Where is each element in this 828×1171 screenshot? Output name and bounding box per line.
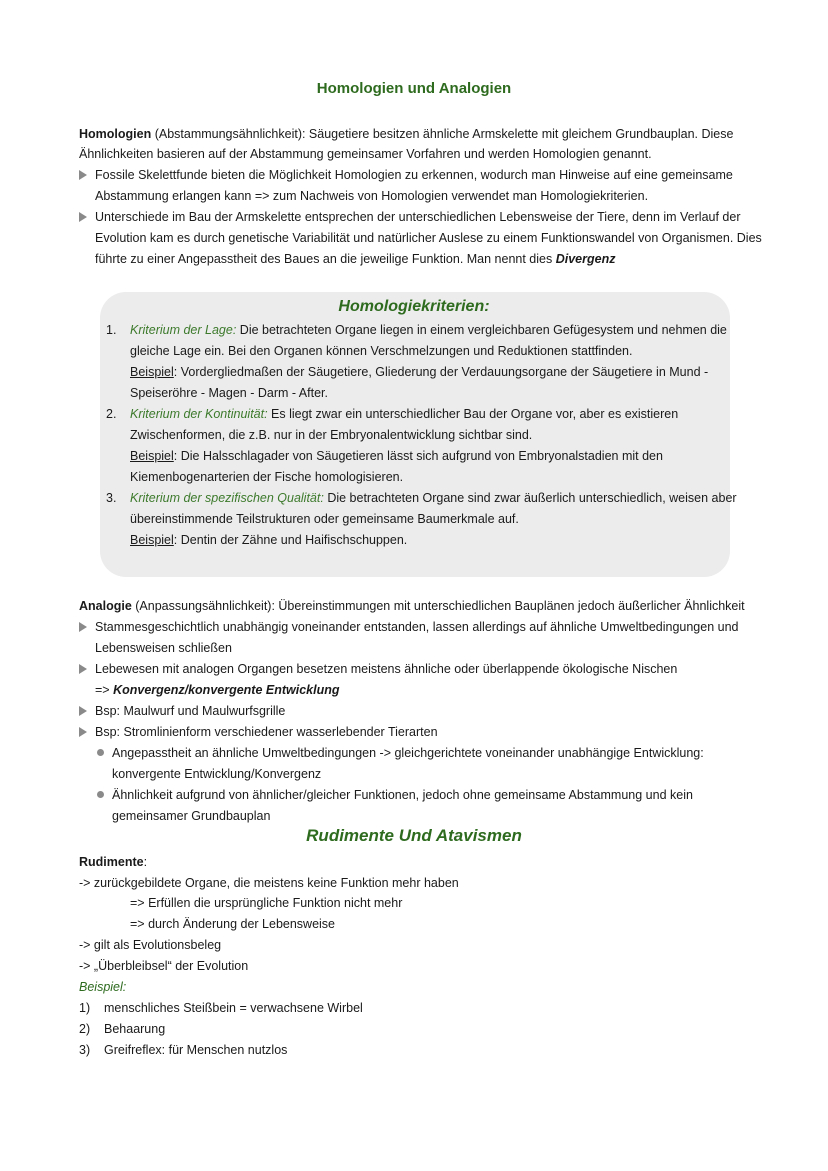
bullet-triangle-icon: [79, 212, 87, 222]
kriterium-2-example-label: Beispiel: [130, 449, 174, 463]
homologien-bullet-1-line-2: Abstammung erlangen kann => zum Nachweis von Homologien verwendet man Homologiekriterien.: [95, 189, 649, 203]
kriterium-2-text: Es liegt zwar ein unterschiedlicher Bau der Organe vor, aber es existieren: [267, 407, 679, 421]
kriterium-1-text: Die betrachteten Organe liegen in einem vergleichbaren Gefügesystem und nehmen die: [236, 323, 727, 337]
kriterium-1-example-text: : Vordergliedmaßen der Säugetiere, Gliederung der Verdauungsorgane der Säugetiere in Mund -: [173, 365, 709, 379]
kriterium-2-example-line-1: [130, 446, 663, 466]
homologiekriterien-title: Homologiekriterien:: [338, 298, 490, 315]
rudimente-line-5: -> „Überbleibsel“ der Evolution: [79, 959, 249, 973]
bullet-triangle-icon: [79, 664, 87, 674]
kriterium-3-line-1: [130, 488, 737, 508]
kriterium-3-example-text: : Dentin der Zähne und Haifischschuppen.: [173, 533, 408, 547]
analogie-term: Analogie: [79, 599, 132, 613]
homologien-bullet-2-line-2: Evolution kam es durch genetische Variabilität und natürlicher Auslese zu einem Funktionswandel von Organismen. Dies: [95, 231, 762, 245]
kriterium-3-number: 3.: [106, 491, 117, 505]
analogie-intro-line: [79, 596, 745, 616]
bullet-dot-icon: [97, 791, 104, 798]
kriterium-3-name: Kriterium der spezifischen Qualität:: [130, 491, 324, 505]
analogie-sub-1-line-2: konvergente Entwicklung/Konvergenz: [112, 767, 322, 781]
bullet-triangle-icon: [79, 727, 87, 737]
rudimente-example-2: Behaarung: [104, 1022, 166, 1036]
kriterium-2-number: 2.: [106, 407, 117, 421]
kriterium-1-number: 1.: [106, 323, 117, 337]
bullet-triangle-icon: [79, 706, 87, 716]
page-title: Homologien und Analogien: [316, 80, 512, 97]
rudimente-example-1-number: 1): [79, 1001, 91, 1015]
homologien-intro-line-1: [79, 124, 733, 144]
kriterium-3-example-line-1: [130, 530, 407, 550]
kriterium-2-name: Kriterium der Kontinuität:: [130, 407, 268, 421]
analogie-sub-1-line-1: Angepasstheit an ähnliche Umweltbedingungen -> gleichgerichtete voneinander unabhängige Entwicklung:: [112, 746, 704, 760]
rudimente-example-3: Greifreflex: für Menschen nutzlos: [104, 1043, 288, 1057]
rudimente-term: Rudimente: [79, 855, 144, 869]
kriterium-1-name: Kriterium der Lage:: [130, 323, 237, 337]
rudimente-line-3: => durch Änderung der Lebensweise: [130, 917, 336, 931]
analogie-bullet-1-line-1: Stammesgeschichtlich unabhängig voneinander entstanden, lassen allerdings auf ähnliche Umweltbedingungen und: [95, 620, 739, 634]
homologien-bullet-2-text: führte zu einer Angepasstheit des Baues an die jeweilige Funktion. Man nennt dies: [95, 252, 556, 266]
kriterium-3-example-label: Beispiel: [130, 533, 174, 547]
kriterium-1-example-line-2: Speiseröhre - Magen - Darm - After.: [130, 386, 328, 400]
kriterium-3-line-2: übereinstimmende Teilstrukturen oder gemeinsame Baumerkmale auf.: [130, 512, 519, 526]
rudimente-heading: Rudimente Und Atavismen: [306, 826, 522, 845]
homologien-intro-line-2: Ähnlichkeiten basieren auf der Abstammung gemeinsamer Vorfahren und werden Homologien genannt.: [79, 147, 652, 161]
rudimente-example-2-number: 2): [79, 1022, 91, 1036]
analogie-intro-text: (Anpassungsähnlichkeit): Übereinstimmungen mit unterschiedlichen Bauplänen jedoch äußerlicher Ähnlichkeit: [131, 599, 745, 613]
homologien-term: Homologien: [79, 127, 152, 141]
analogie-bullet-3: Bsp: Maulwurf und Maulwurfsgrille: [95, 704, 286, 718]
rudimente-term-line: [79, 852, 147, 872]
homologien-bullet-1-line-1: Fossile Skelettfunde bieten die Möglichkeit Homologien zu erkennen, wodurch man Hinweise auf eine gemeinsame: [95, 168, 733, 182]
homologien-bullet-2-line-1: Unterschiede im Bau der Armskelette entsprechen der unterschiedlichen Lebensweise der Tiere, denn im Verlauf der: [95, 210, 741, 224]
homologien-intro-text: (Abstammungsähnlichkeit): Säugetiere besitzen ähnliche Armskelette mit gleichem Grundbauplan. Diese: [151, 127, 734, 141]
kriterium-1-example-line-1: [130, 362, 708, 382]
homologien-bullet-2-line-3: [95, 249, 615, 269]
arrow-text: =>: [95, 683, 114, 697]
analogie-bullet-2-line-2: [95, 680, 340, 700]
rudimente-line-2: => Erfüllen die ursprüngliche Funktion nicht mehr: [130, 896, 403, 910]
bullet-dot-icon: [97, 749, 104, 756]
rudimente-example-label: Beispiel:: [79, 980, 127, 994]
bullet-triangle-icon: [79, 170, 87, 180]
kriterium-2-example-line-2: Kiemenbogenarterien der Fische homologisieren.: [130, 470, 404, 484]
analogie-bullet-2-line-1: Lebewesen mit analogen Organgen besetzen meistens ähnliche oder überlappende ökologische Nischen: [95, 662, 678, 676]
konvergenz-term: Konvergenz/konvergente Entwicklung: [113, 683, 340, 697]
kriterium-1-line-2: gleiche Lage ein. Bei den Organen können Verschmelzungen und Reduktionen stattfinden.: [130, 344, 633, 358]
rudimente-line-1: -> zurückgebildete Organe, die meistens keine Funktion mehr haben: [79, 876, 459, 890]
rudimente-example-1: menschliches Steißbein = verwachsene Wirbel: [104, 1001, 363, 1015]
kriterium-2-line-2: Zwischenformen, die z.B. nur in der Embryonalentwicklung sichtbar sind.: [130, 428, 533, 442]
analogie-sub-2-line-1: Ähnlichkeit aufgrund von ähnlicher/gleicher Funktionen, jedoch ohne gemeinsame Abstammung und kein: [112, 788, 693, 802]
divergenz-term: Divergenz: [555, 252, 616, 266]
kriterium-2-example-text: : Die Halsschlagader von Säugetieren lässt sich aufgrund von Embryonalstadien mit den: [173, 449, 663, 463]
rudimente-line-4: -> gilt als Evolutionsbeleg: [79, 938, 222, 952]
kriterium-1-line-1: [130, 320, 727, 340]
rudimente-colon: :: [143, 855, 148, 869]
kriterium-3-text: Die betrachteten Organe sind zwar äußerlich unterschiedlich, weisen aber: [323, 491, 737, 505]
bullet-triangle-icon: [79, 622, 87, 632]
kriterium-1-example-label: Beispiel: [130, 365, 174, 379]
analogie-bullet-4: Bsp: Stromlinienform verschiedener wasserlebender Tierarten: [95, 725, 438, 739]
analogie-bullet-1-line-2: Lebensweisen schließen: [95, 641, 232, 655]
analogie-sub-2-line-2: gemeinsamer Grundbauplan: [112, 809, 271, 823]
rudimente-example-3-number: 3): [79, 1043, 91, 1057]
kriterium-2-line-1: [130, 404, 678, 424]
